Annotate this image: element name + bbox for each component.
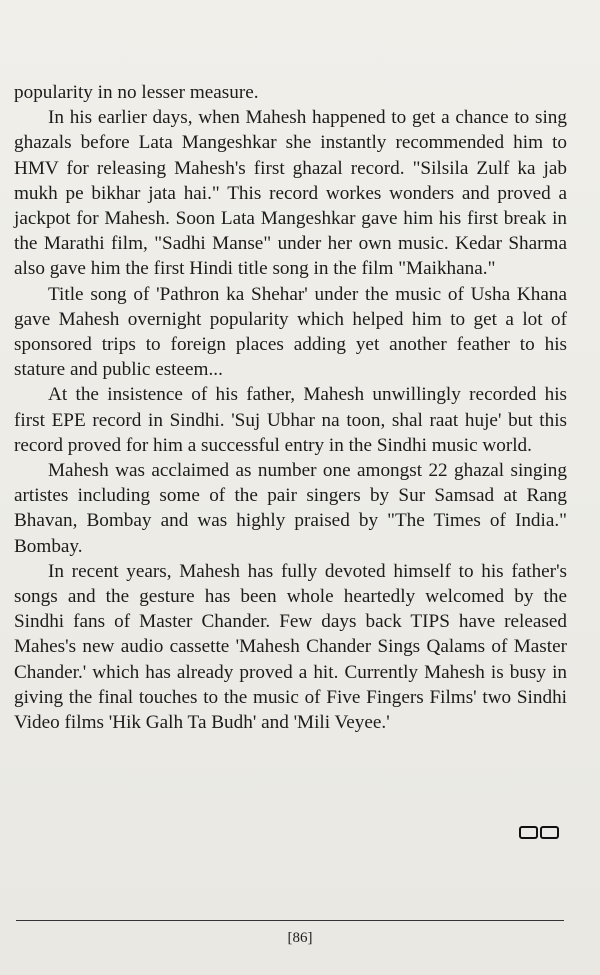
end-box-icon xyxy=(540,826,559,839)
page-number: [86] xyxy=(287,930,313,946)
body-text xyxy=(14,80,567,735)
paragraph: In his earlier days, when Mahesh happened to get a chance to sing ghazals before Lata Mangeshkar she instantly recommended him to HMV for releasing Mahesh's first ghazal record. "Silsila Zulf ka jab mukh pe bikhar jata hai." This record workes wonders and proved a jackpot for Mahesh. Soon Lata Mangeshkar gave him his first break in the Marathi film, "Sadhi Manse" under her own music. Kedar Sharma also gave him the first Hindi title song in the film "Maikhana." xyxy=(14,107,567,280)
end-of-article-icon xyxy=(519,826,559,839)
paragraph: In recent years, Mahesh has fully devoted himself to his father's songs and the gesture has been whole heartedly welcomed by the Sindhi fans of Master Chander. Few days back TIPS have released Mahes's new audio cassette 'Mahesh Chander Sings Qalams of Master Chander.' which has already proved a hit. Currently Mahesh is busy in giving the final touches to the music of Five Fingers Films' two Sindhi Video films 'Hik Galh Ta Budh' and 'Mili Veyee.' xyxy=(14,560,567,734)
paragraph: At the insistence of his father, Mahesh unwillingly recorded his first EPE record in Sindhi. 'Suj Ubhar na toon, shal raat huje' but this record proved for him a successful entry in the Sindhi music world. xyxy=(14,384,567,456)
footer-divider xyxy=(16,920,564,921)
end-box-icon xyxy=(519,826,538,839)
paragraph: Title song of 'Pathron ka Shehar' under the music of Usha Khana gave Mahesh overnight popularity which helped him to get a lot of sponsored trips to foreign places adding yet another feather to his stature and public esteem... xyxy=(14,283,567,381)
paragraph: popularity in no lesser measure. xyxy=(14,82,259,103)
paragraph: Mahesh was acclaimed as number one amongst 22 ghazal singing artistes including some of the pair singers by Sur Samsad at Rang Bhavan, Bombay and was highly praised by "The Times of India." Bombay. xyxy=(14,460,567,557)
